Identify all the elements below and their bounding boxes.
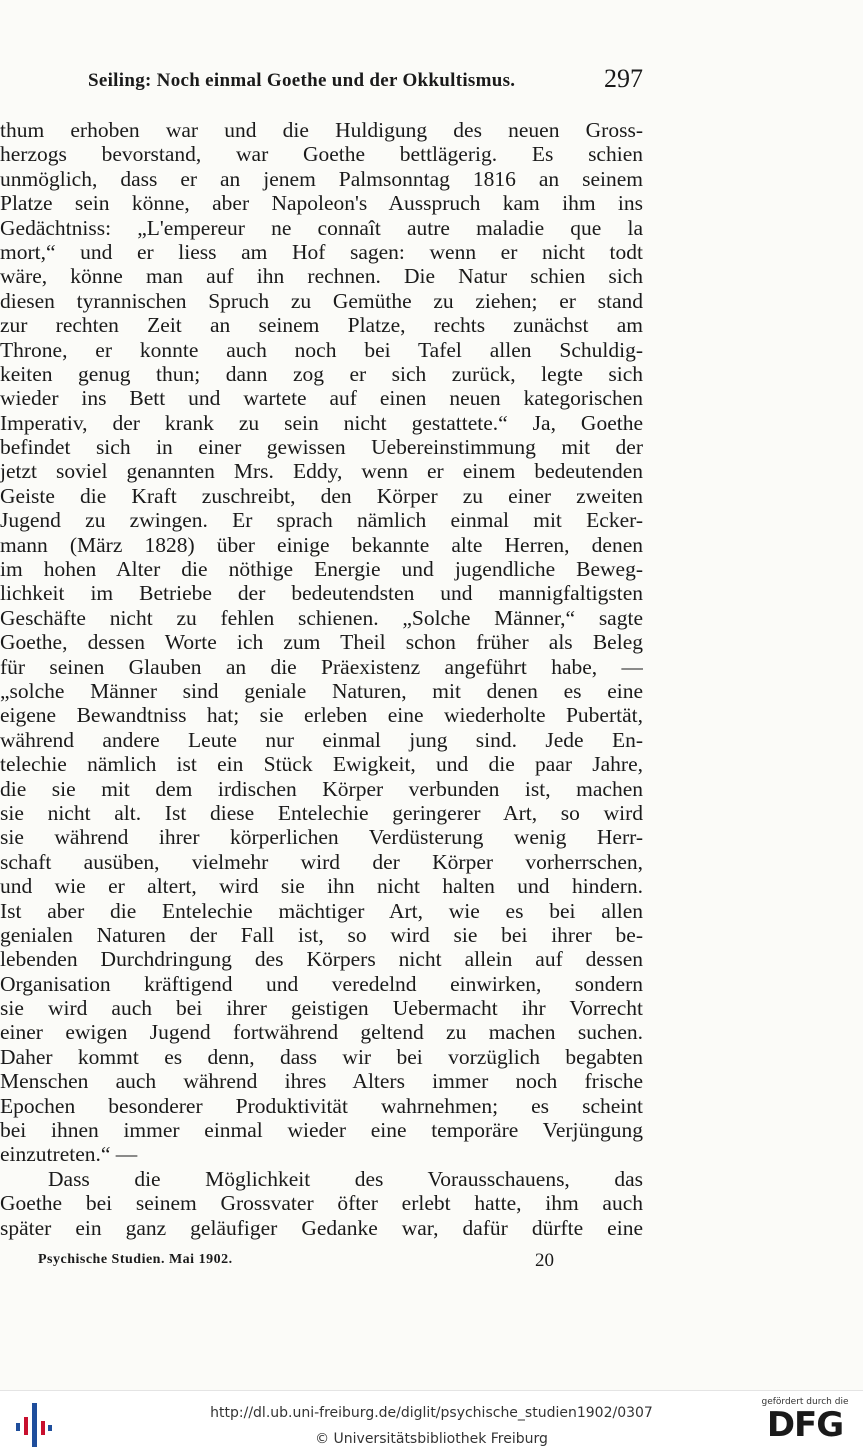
document-url-link[interactable]: http://dl.ub.uni-freiburg.de/diglit/psychische_studien1902/0307	[210, 1405, 653, 1421]
text-line: thum erhoben war und die Huldigung des neuen Gross-	[0, 118, 643, 142]
text-line: wäre, könne man auf ihn rechnen. Die Natur schien sich	[0, 264, 643, 289]
text-line: lebenden Durchdringung des Körpers nicht allein auf dessen	[0, 947, 643, 972]
body-text	[0, 118, 643, 1240]
text-line: sie wird auch bei ihrer geistigen Uebermacht ihr Vorrecht	[0, 996, 643, 1021]
text-line: Throne, er konnte auch noch bei Tafel allen Schuldig-	[0, 337, 643, 362]
text-line: Geschäfte nicht zu fehlen schienen. „Solche Männer,“ sagte	[0, 605, 643, 630]
text-line: zur rechten Zeit an seinem Platze, rechts zunächst am	[0, 313, 643, 338]
text-line: Geiste die Kraft zuschreibt, den Körper zu einer zweiten	[0, 483, 643, 508]
dfg-caption: gefördert durch die	[761, 1397, 849, 1407]
text-line: jetzt soviel genannten Mrs. Eddy, wenn er einem bedeutenden	[0, 459, 643, 484]
text-line: keiten genug thun; dann zog er sich zurück, legte sich	[0, 361, 643, 386]
text-line: telechie nämlich ist ein Stück Ewigkeit, und die paar Jahre,	[0, 752, 643, 777]
text-line: Goethe bei seinem Grossvater öfter erlebt hatte, ihm auch	[0, 1191, 643, 1216]
text-line: und wie er altert, wird sie ihn nicht halten und hindern.	[0, 874, 643, 899]
text-line: Epochen besonderer Produktivität wahrnehmen; es scheint	[0, 1093, 643, 1118]
dfg-badge[interactable]	[755, 1397, 855, 1451]
text-line: die sie mit dem irdischen Körper verbunden ist, machen	[0, 776, 643, 801]
copyright-text: © Universitätsbibliothek Freiburg	[315, 1431, 548, 1447]
text-line: für seinen Glauben an die Präexistenz angeführt habe, —	[0, 654, 643, 679]
text-line: später ein ganz geläufiger Gedanke war, dafür dürfte eine	[0, 1215, 643, 1240]
running-head-title: Seiling: Noch einmal Goethe und der Okkultismus.	[88, 70, 516, 91]
text-line: mann (März 1828) über einige bekannte alte Herren, denen	[0, 532, 643, 557]
text-line: Jugend zu zwingen. Er sprach nämlich einmal mit Ecker-	[0, 508, 643, 533]
text-line: im hohen Alter die nöthige Energie und jugendliche Beweg-	[0, 557, 643, 582]
text-line: eigene Bewandtniss hat; sie erleben eine wiederholte Pubertät,	[0, 703, 643, 728]
text-line: sie nicht alt. Ist diese Entelechie geringerer Art, so wird	[0, 800, 643, 825]
text-line: Dass die Möglichkeit des Vorausschauens, das	[48, 1166, 643, 1191]
text-line: Gedächtniss: „L'empereur ne connaît autre maladie que la	[0, 215, 643, 240]
text-line: Daher kommt es denn, dass wir bei vorzüglich begabten	[0, 1044, 643, 1069]
text-line: genialen Naturen der Fall ist, so wird sie bei ihrer be-	[0, 922, 643, 947]
text-line: sie während ihrer körperlichen Verdüsterung wenig Herr-	[0, 825, 643, 850]
text-line: wieder ins Bett und wartete auf einen neuen kategorischen	[0, 386, 643, 411]
text-line: Menschen auch während ihres Alters immer noch frische	[0, 1069, 643, 1094]
text-line: unmöglich, dass er an jenem Palmsonntag 1816 an seinem	[0, 166, 643, 191]
journal-footer: Psychische Studien. Mai 1902.	[38, 1252, 233, 1267]
text-line: schaft ausüben, vielmehr wird der Körper vorherrschen,	[0, 849, 643, 874]
text-line: „solche Männer sind geniale Naturen, mit denen es eine	[0, 678, 643, 703]
text-line: bei ihnen immer einmal wieder eine temporäre Verjüngung	[0, 1118, 643, 1143]
text-line: Imperativ, der krank zu sein nicht gestattete.“ Ja, Goethe	[0, 410, 643, 435]
dfg-logo: DFG	[766, 1405, 844, 1445]
text-line: lichkeit im Betriebe der bedeutendsten und mannigfaltigsten	[0, 581, 643, 606]
text-line: herzogs bevorstand, war Goethe bettlägerig. Es schien	[0, 142, 643, 167]
text-line: einer ewigen Jugend fortwährend geltend zu machen suchen.	[0, 1020, 643, 1045]
signature-mark: 20	[535, 1250, 554, 1271]
text-line: während andere Leute nur einmal jung sind. Jede En-	[0, 727, 643, 752]
text-line: Platze sein könne, aber Napoleon's Ausspruch kam ihm ins	[0, 191, 643, 216]
text-line: befindet sich in einer gewissen Uebereinstimmung mit der	[0, 435, 643, 460]
text-line: Organisation kräftigend und veredelnd einwirken, sondern	[0, 971, 643, 996]
text-line: mort,“ und er liess am Hof sagen: wenn er nicht todt	[0, 239, 643, 264]
viewer-bar	[0, 1390, 863, 1455]
text-line: Goethe, dessen Worte ich zum Theil schon früher als Beleg	[0, 630, 643, 655]
page-number: 297	[604, 64, 643, 93]
text-line: einzutreten.“ —	[0, 1142, 138, 1167]
text-line: Ist aber die Entelechie mächtiger Art, wie es bei allen	[0, 898, 643, 923]
text-line: diesen tyrannischen Spruch zu Gemüthe zu ziehen; er stand	[0, 288, 643, 313]
